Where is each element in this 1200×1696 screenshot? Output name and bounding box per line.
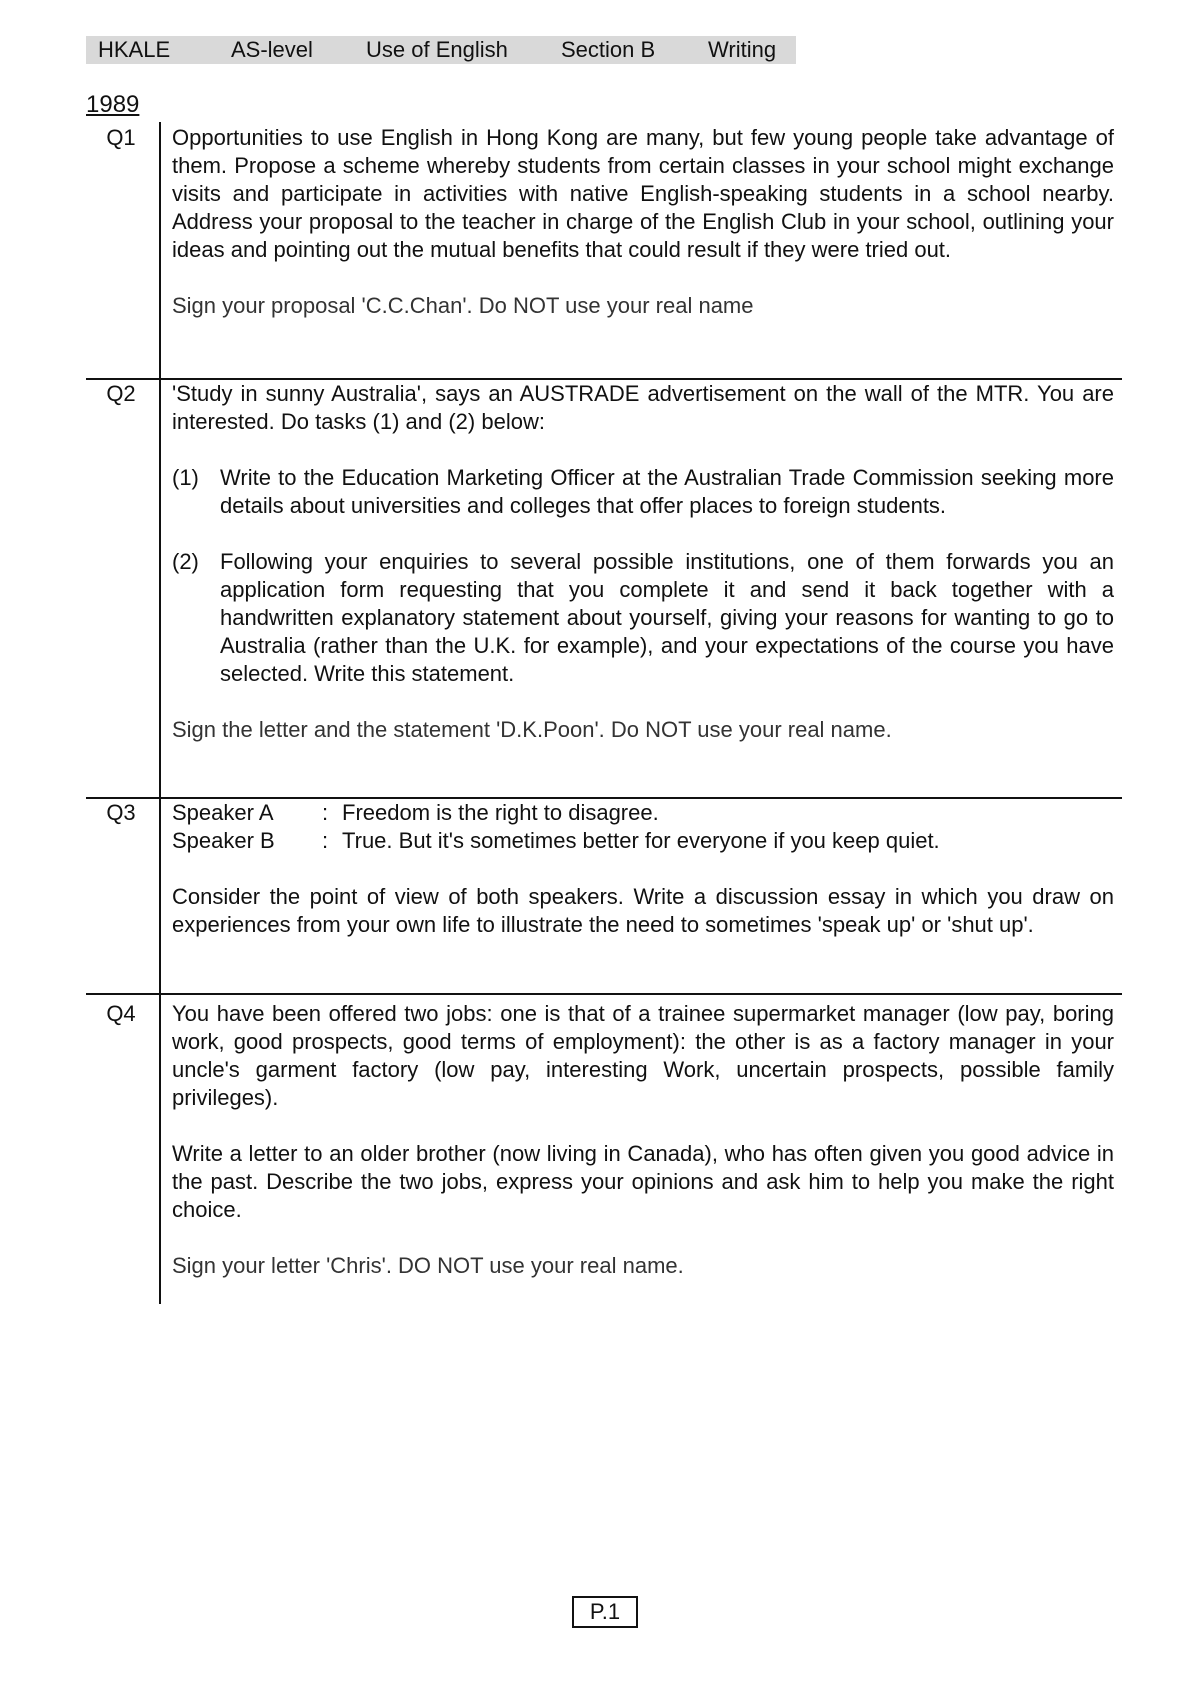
q2-task-1 [172, 464, 1114, 520]
q2-label: Q2 [106, 381, 136, 406]
q3-body [172, 799, 1114, 939]
vertical-divider [159, 122, 161, 1304]
q3-speaker-a-row [172, 799, 1114, 827]
q2-task-1-number: (1) [172, 465, 199, 490]
q4-body [172, 1000, 1114, 1280]
q3-text: Consider the point of view of both speakers. Write a discussion essay in which you draw on experiences from your own life to illustrate the need to sometimes 'speak up' or 'shut up'. [172, 884, 1114, 937]
q3-speaker-b-colon: : [322, 828, 329, 853]
q2-sign-instruction: Sign the letter and the statement 'D.K.Poon'. Do NOT use your real name. [172, 717, 892, 742]
q2-intro: 'Study in sunny Australia', says an AUSTRADE advertisement on the wall of the MTR. You are interested. Do tasks (1) and (2) below: [172, 381, 1114, 434]
page-number: P.1 [572, 1596, 638, 1628]
q1-sign-instruction: Sign your proposal 'C.C.Chan'. Do NOT use your real name [172, 293, 754, 318]
header-paper: Writing [708, 37, 777, 62]
q3-label: Q3 [106, 800, 136, 825]
q3-speaker-b-name: Speaker B [172, 828, 275, 853]
q1-text: Opportunities to use English in Hong Kong are many, but few young people take advantage of them. Propose a scheme whereby students from certain classes in your school might exchange visits and participate in activities with native English-speaking students in a school nearby. Address your proposal to the teacher in charge of the English Club in your school, outlining your ideas and pointing out the mutual benefits that could result if they were tried out. [172, 125, 1114, 262]
q2-task-2-text: Following your enquiries to several possible institutions, one of them forwards you an application form requesting that you complete it and send it back together with a handwritten explanatory statement about yourself, giving your reasons for wanting to go to Australia (rather than the U.K. for example), and your expectations of the course you have selected. Write this statement. [220, 549, 1114, 686]
q4-text-2: Write a letter to an older brother (now living in Canada), who has often given you good advice in the past. Describe the two jobs, express your opinions and ask him to help you make the right choice. [172, 1141, 1114, 1222]
q2-task-1-text: Write to the Education Marketing Officer at the Australian Trade Commission seeking more details about universities and colleges that offer places to foreign students. [220, 465, 1114, 518]
q3-speaker-a-quote: Freedom is the right to disagree. [342, 800, 659, 825]
header-level: AS-level [231, 37, 313, 62]
header-bar [86, 36, 796, 64]
q4-text-1: You have been offered two jobs: one is that of a trainee supermarket manager (low pay, boring work, good prospects, good terms of employment): the other is as a factory manager in your uncle's garment factory (low pay, interesting Work, uncertain prospects, possible family privileges). [172, 1001, 1114, 1110]
header-subject: Use of English [366, 37, 508, 62]
q3-speaker-b-quote: True. But it's sometimes better for everyone if you keep quiet. [342, 828, 940, 853]
header-section: Section B [561, 37, 656, 62]
year-heading: 1989 [86, 91, 140, 118]
q2-task-2-number: (2) [172, 549, 199, 574]
q1-body [172, 124, 1114, 320]
q4-sign-instruction: Sign your letter 'Chris'. DO NOT use your real name. [172, 1253, 684, 1278]
q3-speaker-a-colon: : [322, 800, 329, 825]
header-exam: HKALE [98, 37, 171, 62]
divider-q3-q4 [86, 993, 1122, 995]
q2-task-2 [172, 548, 1114, 688]
q2-body [172, 380, 1114, 744]
q1-label: Q1 [106, 125, 136, 150]
q4-label: Q4 [106, 1001, 136, 1026]
q3-speaker-a-name: Speaker A [172, 800, 274, 825]
q3-speaker-b-row [172, 827, 1114, 855]
